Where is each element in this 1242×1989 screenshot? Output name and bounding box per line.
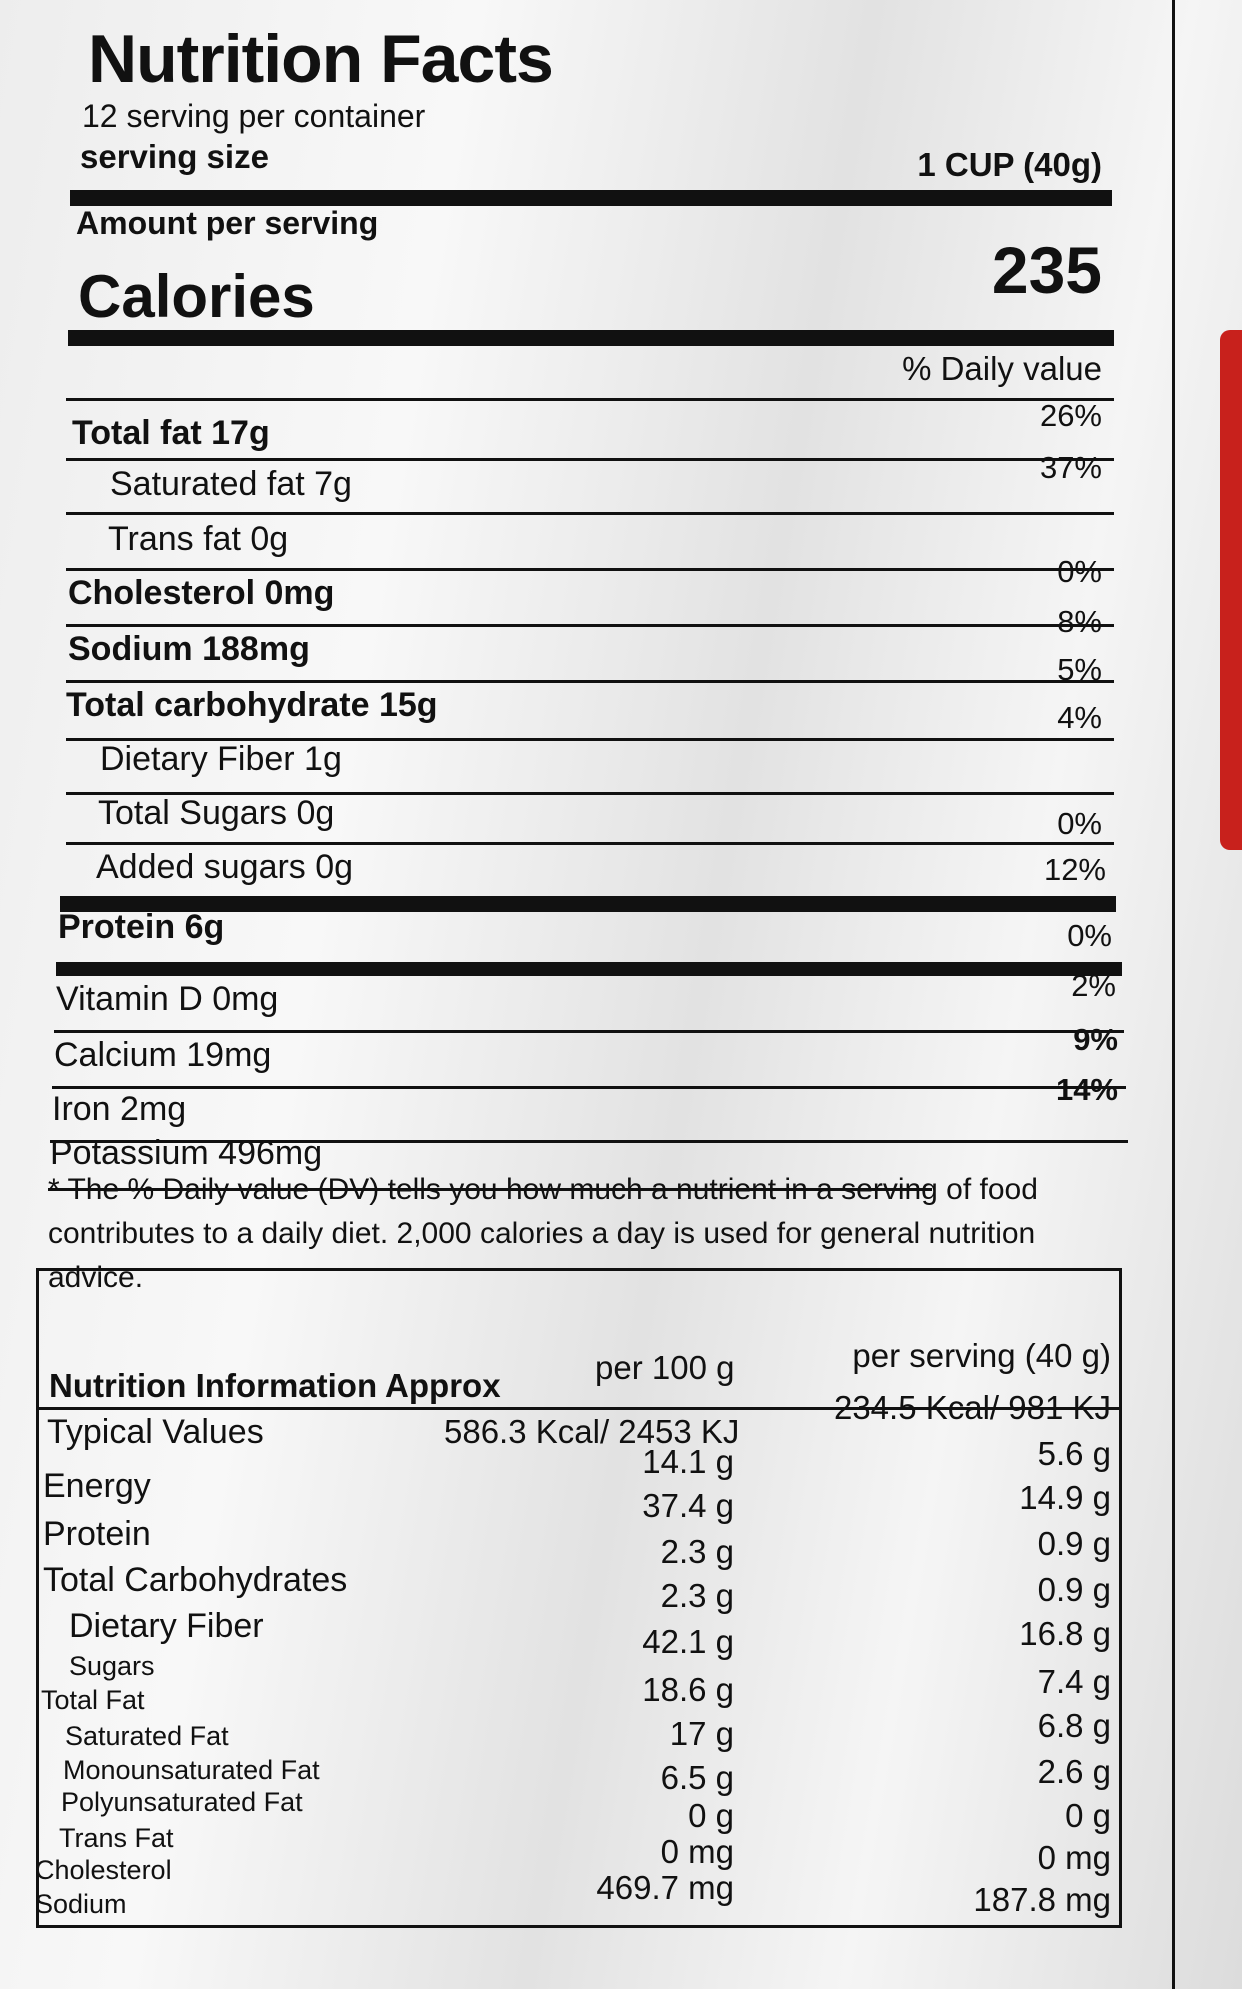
nutrient-dv: 9% xyxy=(1073,1022,1118,1057)
divider xyxy=(52,1086,1126,1089)
nutrient-dv: 12% xyxy=(1043,852,1106,887)
table-row-name: Total Fat xyxy=(41,1685,145,1715)
table-cell-per-serving: 2.6 g xyxy=(1037,1753,1111,1790)
table-cell-per-serving: 6.8 g xyxy=(1037,1707,1111,1744)
table-row-name: Energy xyxy=(43,1467,151,1505)
table-cell-per-100g: 586.3 Kcal/ 2453 KJ xyxy=(444,1413,740,1450)
table-cell-per-serving: 0 g xyxy=(1065,1797,1111,1834)
nutrient-name: Total carbohydrate 15g xyxy=(66,686,438,724)
table-cell-per-100g: 0 mg xyxy=(660,1833,734,1870)
table-cell-per-100g: 2.3 g xyxy=(660,1577,734,1614)
nutrient-name: Iron 2mg xyxy=(52,1090,187,1128)
table-cell-per-100g: 14.1 g xyxy=(642,1443,734,1480)
nutrient-dv: 5% xyxy=(1057,652,1102,687)
table-title: Nutrition Information Approx xyxy=(49,1367,501,1404)
column-header-per-100g: per 100 g xyxy=(595,1349,735,1386)
calories-value: 235 xyxy=(991,233,1102,307)
table-cell-per-100g: 18.6 g xyxy=(642,1671,734,1708)
nutrient-name: Potassium 496mg xyxy=(50,1134,323,1172)
package-red-edge xyxy=(1220,330,1242,850)
daily-value-header: % Daily value xyxy=(902,350,1102,387)
divider xyxy=(66,680,1114,683)
divider xyxy=(66,512,1114,515)
label-title: Nutrition Facts xyxy=(88,21,553,97)
divider xyxy=(54,1030,1124,1033)
serving-size-value: 1 CUP (40g) xyxy=(917,146,1102,183)
nutrient-name: Total Sugars 0g xyxy=(98,794,335,832)
nutrient-dv: 4% xyxy=(1057,700,1102,735)
divider xyxy=(66,568,1114,571)
thick-divider-vitamins xyxy=(56,962,1122,976)
nutrient-name: Sodium 188mg xyxy=(68,630,310,668)
nutrient-name: Added sugars 0g xyxy=(96,848,354,886)
nutrient-name: Trans fat 0g xyxy=(108,520,289,558)
table-cell-per-serving: 7.4 g xyxy=(1037,1663,1111,1700)
nutrient-name: Protein 6g xyxy=(58,908,225,946)
nutrient-dv: 0% xyxy=(1057,554,1102,589)
table-row-name: Sugars xyxy=(69,1651,155,1681)
amount-per-serving: Amount per serving xyxy=(76,205,379,241)
table-row-name: Dietary Fiber xyxy=(69,1607,264,1645)
table-cell-per-serving: 14.9 g xyxy=(1019,1479,1111,1516)
table-row-name: Cholesterol xyxy=(35,1855,172,1885)
nutrition-information-table xyxy=(36,1268,1122,1928)
table-cell-per-serving: 187.8 mg xyxy=(973,1881,1111,1918)
table-cell-per-serving: 0.9 g xyxy=(1037,1525,1111,1562)
column-header-per-serving: per serving (40 g) xyxy=(852,1337,1111,1374)
table-cell-per-serving: 234.5 Kcal/ 981 KJ xyxy=(833,1389,1111,1426)
table-cell-per-100g: 37.4 g xyxy=(642,1487,734,1524)
nutrient-dv: 0% xyxy=(1057,806,1102,841)
table-row-name: Typical Values xyxy=(47,1413,264,1451)
table-row-name: Sodium xyxy=(35,1889,127,1919)
table-row-name: Total Carbohydrates xyxy=(43,1561,348,1599)
nutrient-dv: 26% xyxy=(1039,398,1102,433)
table-cell-per-serving: 16.8 g xyxy=(1019,1615,1111,1652)
nutrient-dv: 37% xyxy=(1039,450,1102,485)
daily-value-footnote: * The % Daily value (DV) tells you how much a nutrient in a serving of food contributes to a daily diet. 2,000 calories a day is used for general nutrition advice. xyxy=(48,1173,1038,1294)
nutrient-name: Dietary Fiber 1g xyxy=(100,740,342,778)
thick-divider-calories xyxy=(68,330,1114,346)
divider xyxy=(66,842,1114,845)
table-cell-per-100g: 0 g xyxy=(688,1797,734,1834)
table-cell-per-100g: 469.7 mg xyxy=(596,1869,734,1906)
divider xyxy=(66,458,1114,461)
table-cell-per-serving: 0 mg xyxy=(1037,1839,1111,1876)
divider xyxy=(66,624,1114,627)
table-row-name: Monounsaturated Fat xyxy=(63,1755,320,1785)
table-row-name: Polyunsaturated Fat xyxy=(61,1787,303,1817)
nutrient-name: Vitamin D 0mg xyxy=(56,980,279,1018)
table-cell-per-100g: 2.3 g xyxy=(660,1533,734,1570)
table-cell-per-100g: 42.1 g xyxy=(642,1623,734,1660)
table-cell-per-serving: 5.6 g xyxy=(1037,1435,1111,1472)
table-cell-per-serving: 0.9 g xyxy=(1037,1571,1111,1608)
nutrient-name: Saturated fat 7g xyxy=(110,465,352,503)
table-cell-per-100g: 6.5 g xyxy=(660,1759,734,1796)
nutrient-dv: 14% xyxy=(1055,1072,1118,1107)
calories-label: Calories xyxy=(78,263,315,330)
nutrient-name: Calcium 19mg xyxy=(54,1036,272,1074)
nutrient-dv: 0% xyxy=(1067,918,1112,953)
table-row-name: Trans Fat xyxy=(59,1823,174,1853)
table-row-name: Protein xyxy=(43,1515,151,1553)
nutrient-name: Cholesterol 0mg xyxy=(68,574,335,612)
servings-per-container: 12 serving per container xyxy=(82,98,426,134)
divider xyxy=(66,398,1114,401)
nutrient-dv: 2% xyxy=(1071,968,1116,1003)
table-row-name: Saturated Fat xyxy=(65,1721,229,1751)
serving-size-label: serving size xyxy=(80,138,269,175)
thick-divider-top xyxy=(70,190,1112,206)
table-cell-per-100g: 17 g xyxy=(669,1715,734,1752)
nutrient-dv: 8% xyxy=(1057,604,1102,639)
nutrient-name: Total fat 17g xyxy=(72,414,270,452)
